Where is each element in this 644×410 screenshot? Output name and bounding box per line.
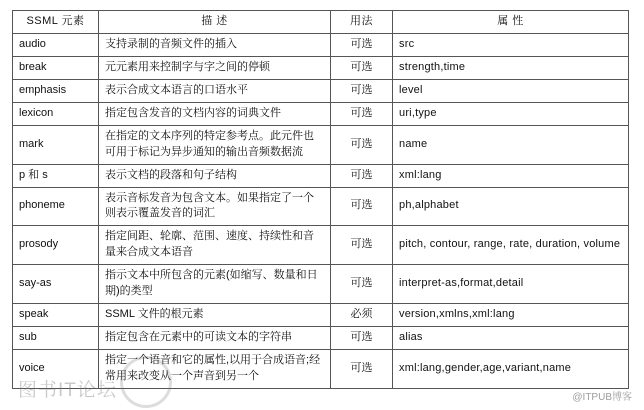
table-header-row (13, 11, 629, 34)
cell-element: phoneme (13, 187, 99, 226)
table-row (13, 102, 629, 125)
cell-element: break (13, 56, 99, 79)
cell-element: speak (13, 304, 99, 327)
column-header-usage: 用法 (331, 11, 393, 34)
cell-description: 支持录制的音频文件的插入 (99, 33, 331, 56)
column-header-element: SSML 元素 (13, 11, 99, 34)
cell-description: 元元素用来控制字与字之间的停顿 (99, 56, 331, 79)
cell-element: sub (13, 327, 99, 350)
ssml-elements-table (12, 10, 629, 389)
cell-usage: 可选 (331, 350, 393, 389)
cell-attributes: name (393, 125, 629, 164)
table-body (13, 33, 629, 388)
cell-usage: 可选 (331, 164, 393, 187)
cell-element: emphasis (13, 79, 99, 102)
table-row (13, 56, 629, 79)
cell-attributes: strength,time (393, 56, 629, 79)
cell-description: 表示音标发音为包含文本。如果指定了一个则表示覆盖发音的词汇 (99, 187, 331, 226)
cell-description: 在指定的文本序列的特定参考点。此元件也可用于标记为异步通知的输出音频数据流 (99, 125, 331, 164)
watermark-right: @ITPUB博客 (572, 392, 632, 403)
cell-usage: 可选 (331, 187, 393, 226)
cell-usage: 可选 (331, 327, 393, 350)
cell-attributes: interpret-as,format,detail (393, 265, 629, 304)
cell-element: lexicon (13, 102, 99, 125)
cell-element: audio (13, 33, 99, 56)
cell-attributes: pitch, contour, range, rate, duration, volume (393, 226, 629, 265)
cell-attributes: version,xmlns,xml:lang (393, 304, 629, 327)
cell-attributes: src (393, 33, 629, 56)
cell-description: 指定包含在元素中的可读文本的字符串 (99, 327, 331, 350)
table-row (13, 226, 629, 265)
cell-usage: 必须 (331, 304, 393, 327)
cell-description: SSML 文件的根元素 (99, 304, 331, 327)
cell-description: 表示合成文本语言的口语水平 (99, 79, 331, 102)
cell-attributes: xml:lang (393, 164, 629, 187)
cell-description: 表示文档的段落和句子结构 (99, 164, 331, 187)
cell-description: 指定一个语音和它的属性,以用于合成语音;经常用来改变从一个声音到另一个 (99, 350, 331, 389)
table-row (13, 79, 629, 102)
column-header-description: 描 述 (99, 11, 331, 34)
cell-usage: 可选 (331, 102, 393, 125)
cell-attributes: xml:lang,gender,age,variant,name (393, 350, 629, 389)
table-row (13, 350, 629, 389)
table-row (13, 125, 629, 164)
table-row (13, 164, 629, 187)
cell-usage: 可选 (331, 56, 393, 79)
cell-attributes: alias (393, 327, 629, 350)
cell-description: 指定间距、轮廓、范围、速度、持续性和音量来合成文本语音 (99, 226, 331, 265)
cell-element: say-as (13, 265, 99, 304)
table-row (13, 33, 629, 56)
cell-element: p 和 s (13, 164, 99, 187)
cell-attributes: ph,alphabet (393, 187, 629, 226)
table-row (13, 265, 629, 304)
cell-usage: 可选 (331, 265, 393, 304)
cell-element: voice (13, 350, 99, 389)
document-page (0, 10, 644, 410)
cell-usage: 可选 (331, 79, 393, 102)
table-row (13, 327, 629, 350)
cell-usage: 可选 (331, 226, 393, 265)
cell-element: mark (13, 125, 99, 164)
cell-element: prosody (13, 226, 99, 265)
watermark-left: 图书IT论坛 (18, 380, 117, 401)
cell-attributes: uri,type (393, 102, 629, 125)
column-header-attributes: 属 性 (393, 11, 629, 34)
cell-description: 指定包含发音的文档内容的词典文件 (99, 102, 331, 125)
cell-usage: 可选 (331, 33, 393, 56)
cell-description: 指示文本中所包含的元素(如缩写、数量和日期)的类型 (99, 265, 331, 304)
cell-usage: 可选 (331, 125, 393, 164)
table-row (13, 304, 629, 327)
table-row (13, 187, 629, 226)
table-header (13, 11, 629, 34)
cell-attributes: level (393, 79, 629, 102)
